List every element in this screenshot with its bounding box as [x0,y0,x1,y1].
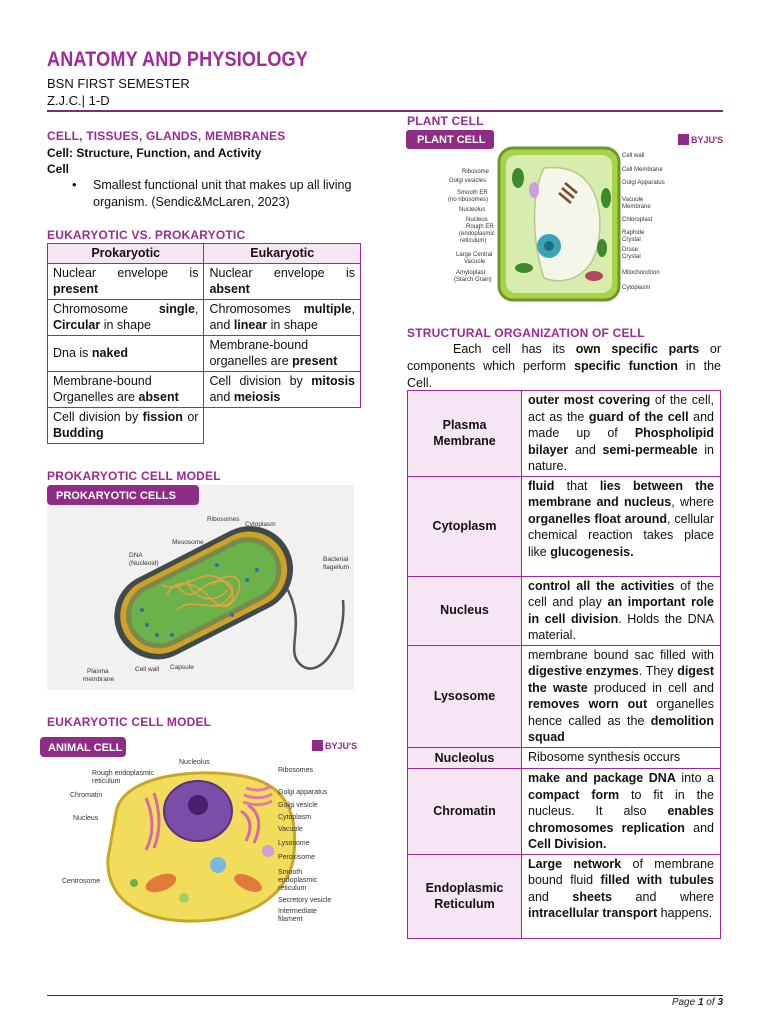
label: Golgi Apparatus [622,180,665,186]
label: (Nucleoid) [129,560,159,567]
table-header-row [48,244,361,264]
plant-banner: PLANT CELL [417,134,486,146]
table-row [408,476,721,576]
prokaryotic-model-heading: PROKARYOTIC CELL MODEL [47,469,221,483]
label: Golgi vesicles [449,178,487,184]
eukaryotic-model-heading: EUKARYOTIC CELL MODEL [47,715,212,729]
desc-cell: Ribosome synthesis occurs [522,747,721,769]
desc-cell: fluid that lies between the membrane and nucleus, where organelles float around, cellular chemical reaction takes place like glucogenesis. [522,476,721,576]
plant-cell-image [404,128,723,310]
label: Chromatin [70,792,103,799]
label: Amyloplast [456,270,486,276]
label: reticulum [92,778,121,785]
label: Cytoplasm [622,285,651,291]
term-cell: Nucleus [408,576,522,645]
term-cell: Plasma Membrane [408,391,522,477]
label: DNA [129,552,143,559]
label: Large Central [456,252,493,258]
label: Chloroplast [622,217,653,223]
term-cell: Nucleolus [408,747,522,769]
org-heading: STRUCTURAL ORGANIZATION OF CELL [407,326,645,340]
page-number [672,997,723,1008]
intro-text: or components which perform [407,342,721,373]
label: (Starch Grain) [454,277,492,283]
label: Raphide [622,230,645,236]
table-row [48,263,361,299]
table-row [48,299,361,335]
label: (no ribosomes) [448,197,489,203]
page-prefix: Page [671,997,698,1008]
label: Mesosome [172,539,204,546]
plant-heading: PLANT CELL [407,114,484,128]
label: Centrosome [62,878,101,885]
table-cell: Nuclear envelope is absent [204,263,361,299]
term-cell: Chromatin [408,769,522,855]
cell-organization-table [407,390,721,939]
semester-label: BSN FIRST SEMESTER [47,76,190,91]
label: Cytoplasm [245,521,276,528]
table-cell: Nuclear envelope is present [48,263,204,299]
label: Nucleolus [459,207,486,213]
table-cell: Membrane-bound organelles are present [204,335,361,371]
table-cell: Membrane-bound Organelles are absent [48,371,204,407]
prokaryotic-banner: PROKARYOTIC CELLS [56,490,176,502]
intro-text: Each cell has its [453,342,576,356]
label: Cytoplasm [278,814,312,821]
term-cell: Endoplasmic Reticulum [408,854,522,938]
term-cell: Cytoplasm [408,476,522,576]
label: Crystal [622,237,641,243]
label: Lysosome [278,840,310,847]
table-header-prokaryotic: Prokaryotic [48,244,204,264]
intro-text: in the Cell. [407,359,721,390]
label: Rough ER [466,224,494,230]
label: Ribosome [462,169,490,175]
desc-cell: control all the activities of the cell and play an important role in cell division. Holds the DNA material. [522,576,721,645]
label: Druse [622,247,639,253]
label: Intermediate [278,908,317,915]
table-row [408,747,721,769]
page-current: 1 [697,997,704,1008]
label: (endoplasmic [459,231,495,237]
header-divider [47,110,723,112]
label: endoplasmic [278,877,318,884]
label: Bacterial [323,556,349,563]
table-header-eukaryotic: Eukaryotic [204,244,361,264]
label: Peroxisome [278,854,315,861]
table-row [408,854,721,938]
compare-heading: EUKARYOTIC VS. PROKARYOTIC [47,228,246,242]
label: reticulum [278,885,307,892]
label: filament [278,916,303,923]
plant-cell-illustration [404,128,723,310]
desc-cell: outer most covering of the cell, act as the guard of the cell and made up of Phospholipid bilayer and semi-permeable in nature. [522,391,721,477]
label: Cell wall [135,666,160,673]
label: Plasma [87,668,109,675]
org-intro [407,341,721,392]
bullet-dot: • [72,177,77,192]
subheading-cell: Cell [47,162,70,176]
label: reticulum) [460,238,487,244]
page-total: 3 [717,997,723,1008]
table-cell-empty [204,407,361,443]
prokaryotic-cell-image [47,485,354,690]
table-row [408,645,721,747]
table-cell: Cell division by mitosis and meiosis [204,371,361,407]
table-cell: Cell division by fission or Budding [48,407,204,443]
animal-cell-image [36,733,362,930]
label: membrane [83,676,115,683]
section-label: Z.J.C.| 1-D [47,93,110,108]
label: Vacuole [278,826,303,833]
table-row [408,769,721,855]
label: Nucleus [466,217,488,223]
label: Smooth ER [457,190,488,196]
label: Smooth [278,869,303,876]
animal-brand: BYJU'S [325,741,358,751]
cell-definition: Smallest functional unit that makes up all living organism. (Sendic&McLaren, 2023) [93,178,352,209]
label: Membrane [622,204,651,210]
intro-bold: own specific parts [575,342,700,356]
desc-cell: membrane bound sac filled with digestive enzymes. They digest the waste produced in cell and removes worn out organelles hence called as the demolition squad [522,645,721,747]
desc-cell: make and package DNA into a compact form to fit in the nucleus. It also enables chromosomes replication and Cell Division. [522,769,721,855]
table-cell: Chromosomes multiple, and linear in shape [204,299,361,335]
subheading: Cell: Structure, Function, and Activity [47,146,262,160]
label: Golgi vesicle [278,802,318,809]
label: Vacuole [622,197,644,203]
term-cell: Lysosome [408,645,522,747]
label: Cell Membrane [622,167,663,173]
label: Nucleus [73,815,99,822]
prokaryotic-eukaryotic-table [47,243,361,444]
table-row [408,576,721,645]
prokaryotic-cell-illustration [47,485,354,690]
table-row [48,371,361,407]
animal-banner: ANIMAL CELL [48,742,123,754]
table-cell: Chromosome single, Circular in shape [48,299,204,335]
label: Mitochondrion [622,270,660,276]
intro-bold: specific function [574,359,678,373]
label: Cell wall [622,153,645,159]
label: Secretory vesicle [278,897,332,904]
label: Capsule [170,664,194,671]
document-title: ANATOMY AND PHYSIOLOGY [47,48,309,71]
page-mid: of [703,997,718,1008]
table-cell: Dna is naked [48,335,204,371]
label: Ribosomes [207,516,240,523]
label: flagellum [323,564,350,571]
table-row [408,391,721,477]
label: Rough endoplasmic [92,770,154,777]
label: Golgi apparatus [278,789,328,796]
table-row [48,335,361,371]
label: Ribosomes [278,767,314,774]
label: Nucleolus [179,759,210,766]
section-heading: CELL, TISSUES, GLANDS, MEMBRANES [47,129,286,143]
plant-brand: BYJU'S [691,135,723,145]
footer-divider [47,995,723,996]
desc-cell: Large network of membrane bound fluid filled with tubules and sheets and where intracellular transport happens. [522,854,721,938]
animal-cell-illustration [36,733,362,930]
label: Crystal [622,254,641,260]
label: Vacuole [464,259,486,265]
table-row [48,407,361,443]
